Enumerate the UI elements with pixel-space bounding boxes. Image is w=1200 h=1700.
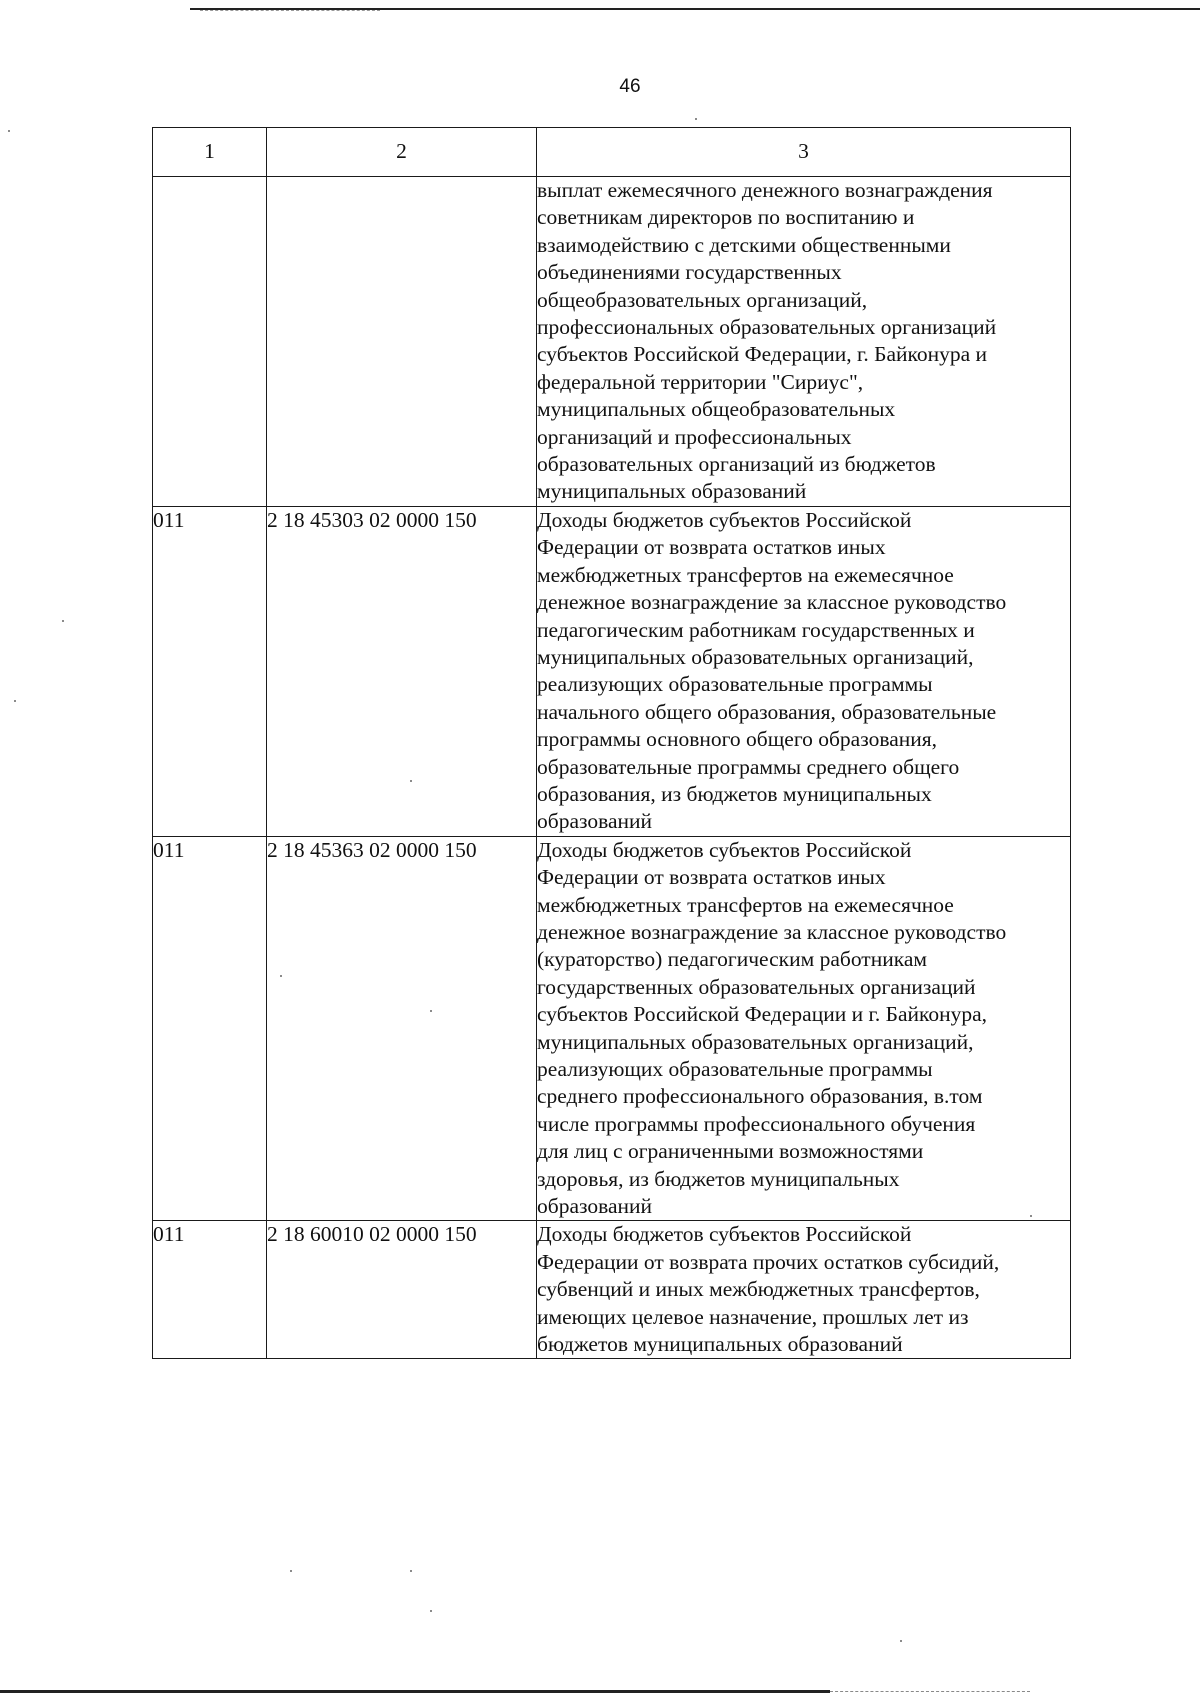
description-line: муниципальных общеобразовательных	[537, 397, 896, 422]
budget-code-cell	[267, 177, 537, 507]
description-line: реализующих образовательные программы	[537, 672, 933, 697]
description-line: субъектов Российской Федерации, г. Байконура и	[537, 342, 988, 367]
description-line: Доходы бюджетов субъектов Российской	[537, 837, 912, 862]
table-row	[153, 506, 1071, 836]
scan-speck	[290, 1570, 292, 1572]
scan-edge-top-faint	[200, 10, 380, 11]
description-line: взаимодействию с детскими общественными	[537, 232, 951, 257]
description-line: бюджетов муниципальных образований	[537, 1332, 903, 1357]
description-line: общеобразовательных организаций,	[537, 287, 868, 312]
scan-speck	[1030, 1215, 1032, 1217]
description-cell	[537, 177, 1071, 507]
description-line: образований	[537, 809, 653, 834]
description-line: выплат ежемесячного денежного вознаграждения	[537, 178, 993, 202]
description-line: образований	[537, 1194, 653, 1219]
description-line: среднего профессионального образования, в.том	[537, 1084, 983, 1109]
column-header-1: 1	[153, 128, 267, 177]
scan-speck	[280, 975, 282, 977]
description-line: образовательные программы среднего общего	[537, 754, 960, 779]
description-line: межбюджетных трансфертов на ежемесячное	[537, 562, 954, 587]
page-number: 46	[619, 76, 641, 97]
description-line: педагогическим работникам государственных и	[537, 617, 975, 642]
scan-speck	[14, 700, 16, 702]
description-line: реализующих образовательные программы	[537, 1057, 933, 1081]
scan-speck	[900, 1640, 902, 1642]
table-body	[153, 177, 1071, 1359]
description-line: для лиц с ограниченными возможностями	[537, 1139, 924, 1164]
scan-speck	[410, 1570, 412, 1572]
description-line: Доходы бюджетов субъектов Российской	[537, 507, 912, 532]
description-line: имеющих целевое назначение, прошлых лет из	[537, 1304, 969, 1329]
description-line: здоровья, из бюджетов муниципальных	[537, 1166, 900, 1191]
description-line: муниципальных образовательных организаций,	[537, 1029, 974, 1054]
table-row	[153, 1221, 1071, 1359]
description-line: денежное вознаграждение за классное руководство	[537, 919, 1007, 944]
scan-speck	[8, 130, 10, 132]
scan-speck	[430, 1610, 432, 1612]
description-line: Доходы бюджетов субъектов Российской	[537, 1222, 912, 1247]
admin-code-cell	[153, 177, 267, 507]
description-line: Федерации от возврата прочих остатков субсидий,	[537, 1249, 1000, 1274]
budget-code-cell: 2 18 45363 02 0000 150	[267, 836, 537, 1221]
scan-edge-bottom-faint	[830, 1691, 1030, 1692]
description-line: федеральной территории "Сириус",	[537, 369, 864, 394]
description-line: денежное вознаграждение за классное руководство	[537, 590, 1007, 615]
description-line: субъектов Российской Федерации и г. Байконура,	[537, 1002, 988, 1027]
description-line: субвенций и иных межбюджетных трансфертов,	[537, 1277, 980, 1302]
description-line: муниципальных образований	[537, 479, 807, 504]
scan-speck	[430, 1010, 432, 1012]
budget-code-cell: 2 18 45303 02 0000 150	[267, 506, 537, 836]
description-line: муниципальных образовательных организаций,	[537, 644, 974, 669]
description-line: числе программы профессионального обучения	[537, 1111, 976, 1136]
description-line: профессиональных образовательных организаций	[537, 315, 997, 340]
table-header-row	[153, 128, 1071, 177]
column-header-2: 2	[267, 128, 537, 177]
revenue-code-table	[152, 127, 1071, 1359]
admin-code-cell: 011	[153, 836, 267, 1221]
scan-speck	[695, 118, 697, 120]
description-line: (кураторство) педагогическим работникам	[537, 947, 927, 972]
description-line: организаций и профессиональных	[537, 424, 852, 449]
description-line: межбюджетных трансфертов на ежемесячное	[537, 892, 954, 917]
description-line: начального общего образования, образовательные	[537, 699, 997, 724]
description-line: государственных образовательных организаций	[537, 974, 976, 999]
description-cell	[537, 1221, 1071, 1359]
description-line: программы основного общего образования,	[537, 727, 938, 752]
description-cell	[537, 506, 1071, 836]
column-header-3: 3	[537, 128, 1071, 177]
description-line: советникам директоров по воспитанию и	[537, 205, 915, 230]
table-row	[153, 177, 1071, 507]
budget-code-cell: 2 18 60010 02 0000 150	[267, 1221, 537, 1359]
description-line: образовательных организаций из бюджетов	[537, 452, 936, 477]
admin-code-cell: 011	[153, 506, 267, 836]
description-line: Федерации от возврата остатков иных	[537, 535, 886, 560]
description-line: образования, из бюджетов муниципальных	[537, 781, 932, 806]
scan-speck	[62, 620, 64, 622]
description-cell	[537, 836, 1071, 1221]
scan-edge-bottom	[0, 1690, 830, 1693]
table-row	[153, 836, 1071, 1221]
scan-speck	[410, 780, 412, 782]
admin-code-cell: 011	[153, 1221, 267, 1359]
description-line: Федерации от возврата остатков иных	[537, 865, 886, 890]
description-line: объединениями государственных	[537, 260, 842, 285]
